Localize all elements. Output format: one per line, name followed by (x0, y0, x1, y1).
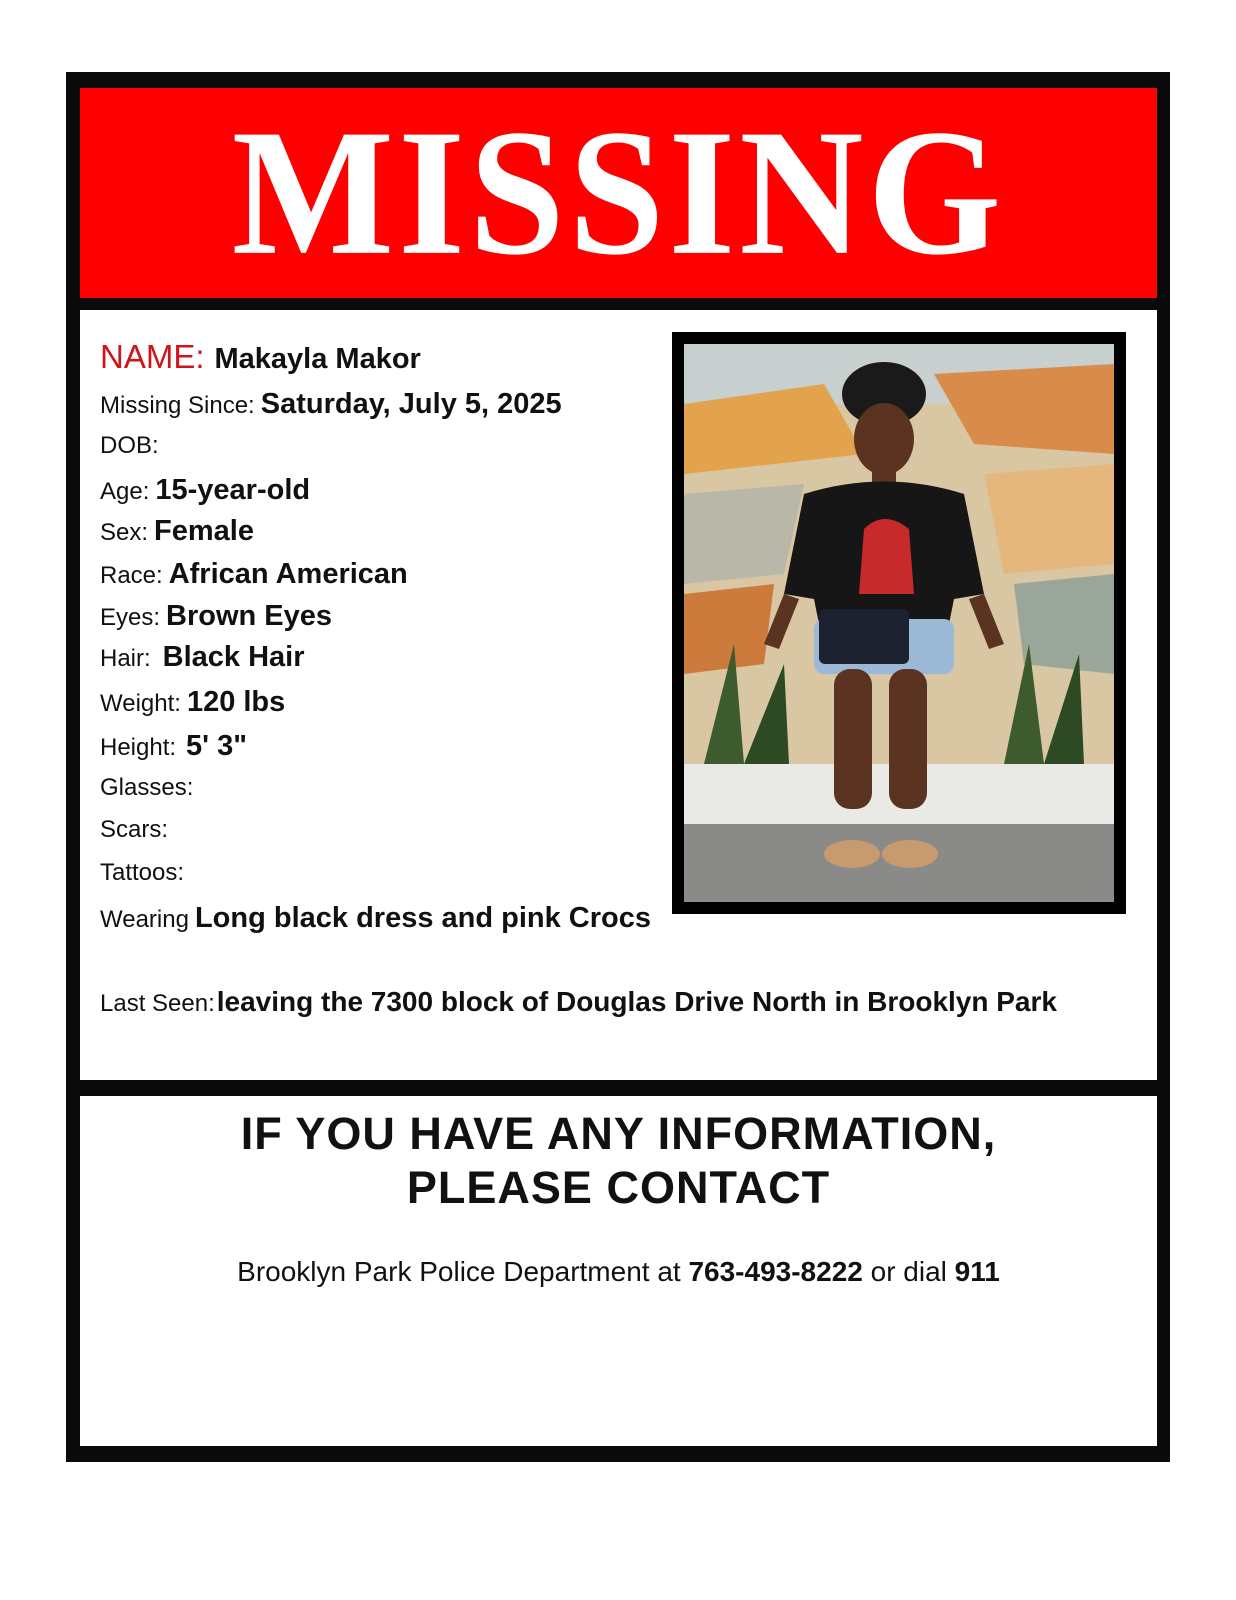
sex-label: Sex: (100, 519, 149, 546)
age-label: Age: (100, 478, 150, 505)
race-row (100, 558, 408, 591)
photo-illustration (684, 344, 1114, 902)
hair-value: Black Hair (162, 641, 305, 673)
age-row (100, 474, 310, 507)
wearing-label: Wearing (100, 906, 189, 933)
photo-frame (672, 332, 1126, 914)
hair-label: Hair: (100, 645, 151, 672)
missing-since-label: Missing Since: (100, 392, 255, 419)
contact-details (80, 1256, 1157, 1288)
weight-row (100, 686, 285, 719)
contact-heading-line1: IF YOU HAVE ANY INFORMATION, (240, 1108, 997, 1159)
missing-since-row (100, 388, 562, 421)
dob-label: DOB: (100, 432, 159, 459)
banner-title: MISSING (231, 93, 1006, 293)
eyes-row (100, 600, 332, 633)
race-value: African American (168, 558, 408, 590)
eyes-label: Eyes: (100, 604, 161, 631)
height-label: Height: (100, 734, 177, 761)
height-value: 5' 3" (186, 730, 248, 762)
glasses-row (100, 774, 193, 802)
weight-label: Weight: (100, 690, 181, 717)
contact-text-prefix: Brooklyn Park Police Department at (237, 1256, 681, 1287)
tattoos-label: Tattoos: (100, 859, 185, 886)
wearing-value: Long black dress and pink Crocs (194, 902, 651, 934)
scars-label: Scars: (100, 816, 169, 843)
last-seen-row (100, 986, 1057, 1018)
contact-panel (80, 1096, 1157, 1446)
last-seen-label: Last Seen: (100, 990, 215, 1017)
sex-row (100, 515, 254, 548)
missing-banner (80, 88, 1157, 298)
contact-emergency-number: 911 (954, 1256, 1000, 1287)
name-row (100, 338, 421, 376)
name-value: Makayla Makor (214, 343, 421, 375)
missing-since-value: Saturday, July 5, 2025 (260, 388, 562, 420)
height-row (100, 730, 247, 763)
dob-row (100, 432, 159, 460)
age-value: 15-year-old (155, 474, 311, 506)
weight-value: 120 lbs (186, 686, 286, 718)
missing-person-photo (684, 344, 1114, 902)
tattoos-row (100, 859, 184, 887)
wearing-row (100, 902, 651, 935)
name-label: NAME: (100, 338, 205, 375)
scars-row (100, 816, 168, 844)
contact-heading-line2: PLEASE CONTACT (406, 1162, 831, 1213)
sex-value: Female (154, 515, 254, 547)
glasses-label: Glasses: (100, 774, 194, 801)
race-label: Race: (100, 562, 163, 589)
contact-text-middle: or dial (870, 1256, 947, 1287)
details-panel (80, 310, 1157, 1080)
last-seen-value: leaving the 7300 block of Douglas Drive North in Brooklyn Park (216, 986, 1057, 1017)
contact-phone: 763-493-8222 (688, 1256, 863, 1287)
hair-row (100, 641, 305, 674)
eyes-value: Brown Eyes (166, 600, 333, 632)
